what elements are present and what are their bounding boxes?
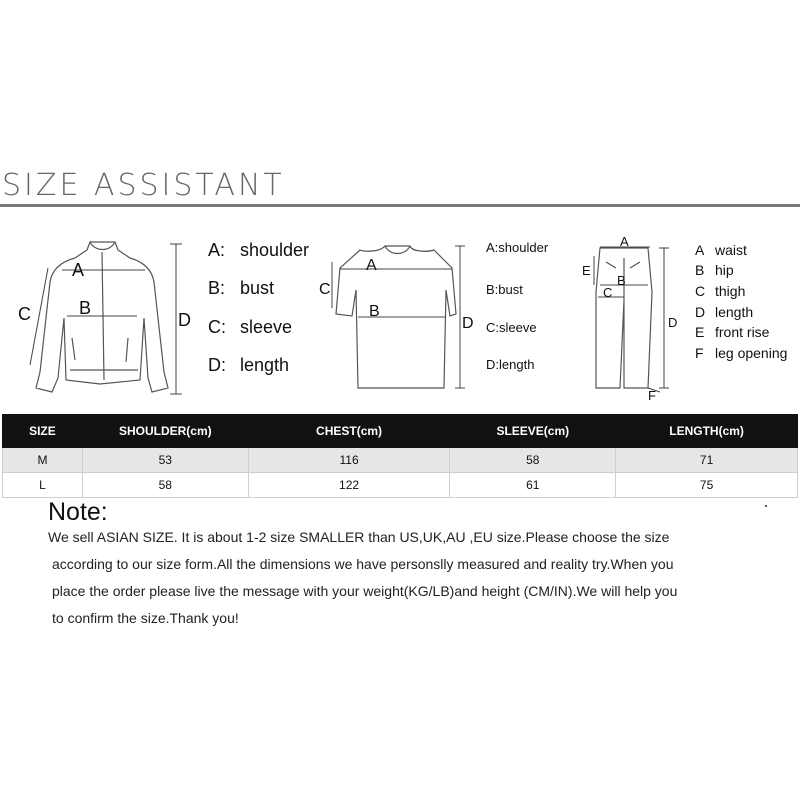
tshirt-label-b: B <box>369 303 380 320</box>
tshirt-legend-shoulder: A:shoulder <box>486 240 549 255</box>
jacket-legend-sleeve: C: sleeve <box>208 317 293 337</box>
header-sleeve: SLEEVE(cm) <box>450 415 616 448</box>
tshirt-legend-bust: B:bust <box>486 282 523 297</box>
cell-sleeve: 58 <box>450 448 616 473</box>
jacket-legend-shoulder: A: shoulder <box>208 240 310 260</box>
header-chest: CHEST(cm) <box>248 415 450 448</box>
cell-chest: 116 <box>248 448 450 473</box>
note-line: to confirm the size.Thank you! <box>52 610 239 626</box>
pants-legend-hip: B hip <box>695 262 734 278</box>
note-line: according to our size form.All the dimensions we have personslly measured and reality try.When you <box>52 556 674 572</box>
tshirt-measure-lines <box>332 246 465 388</box>
jacket-illustration <box>36 242 168 392</box>
tshirt-label-c: C <box>319 281 331 298</box>
jacket-label-d: D <box>178 310 191 330</box>
size-table-header <box>3 415 798 448</box>
cell-length: 71 <box>616 448 798 473</box>
header-length: LENGTH(cm) <box>616 415 798 448</box>
pants-label-f: F <box>648 388 656 403</box>
cell-size: M <box>3 448 83 473</box>
size-table <box>2 414 798 498</box>
cell-sleeve: 61 <box>450 473 616 498</box>
pants-illustration <box>596 248 652 388</box>
cell-length: 75 <box>616 473 798 498</box>
jacket-legend-length: D: length <box>208 355 290 375</box>
pants-legend-leg-opening: F leg opening <box>695 345 788 361</box>
pants-measure-lines <box>594 247 669 392</box>
tshirt-label-a: A <box>366 257 377 274</box>
tshirt-legend-sleeve: C:sleeve <box>486 320 537 335</box>
jacket-label-a: A <box>72 260 85 280</box>
table-row <box>3 448 798 473</box>
tshirt-label-d: D <box>462 315 474 332</box>
table-row <box>3 473 798 498</box>
pants-label-d: D <box>668 315 678 330</box>
stray-dot <box>765 505 767 507</box>
cell-chest: 122 <box>248 473 450 498</box>
pants-label-c: C <box>603 285 613 300</box>
note-line: We sell ASIAN SIZE. It is about 1-2 size SMALLER than US,UK,AU ,EU size.Please choose the size <box>48 529 670 545</box>
header-shoulder: SHOULDER(cm) <box>82 415 248 448</box>
page-title: SIZE ASSISTANT <box>2 168 285 203</box>
jacket-label-c: C <box>18 304 31 324</box>
jacket-measure-lines <box>30 244 182 394</box>
header-size: SIZE <box>3 415 83 448</box>
note-line: place the order please live the message with your weight(KG/LB)and height (CM/IN).We will help you <box>52 583 678 599</box>
pants-legend-front-rise: E front rise <box>695 324 770 340</box>
jacket-legend-bust: B: bust <box>208 278 275 298</box>
cell-shoulder: 53 <box>82 448 248 473</box>
cell-size: L <box>3 473 83 498</box>
pants-legend-length: D length <box>695 304 754 320</box>
pants-label-e: E <box>582 263 591 278</box>
note-heading: Note: <box>48 498 108 526</box>
cell-shoulder: 58 <box>82 473 248 498</box>
pants-legend-waist: A waist <box>695 242 747 258</box>
tshirt-legend-length: D:length <box>486 357 535 372</box>
pants-label-a: A <box>620 234 629 249</box>
jacket-label-b: B <box>79 298 92 318</box>
note-paragraph <box>48 524 778 632</box>
pants-legend-thigh: C thigh <box>695 283 746 299</box>
pants-label-b: B <box>617 273 626 288</box>
